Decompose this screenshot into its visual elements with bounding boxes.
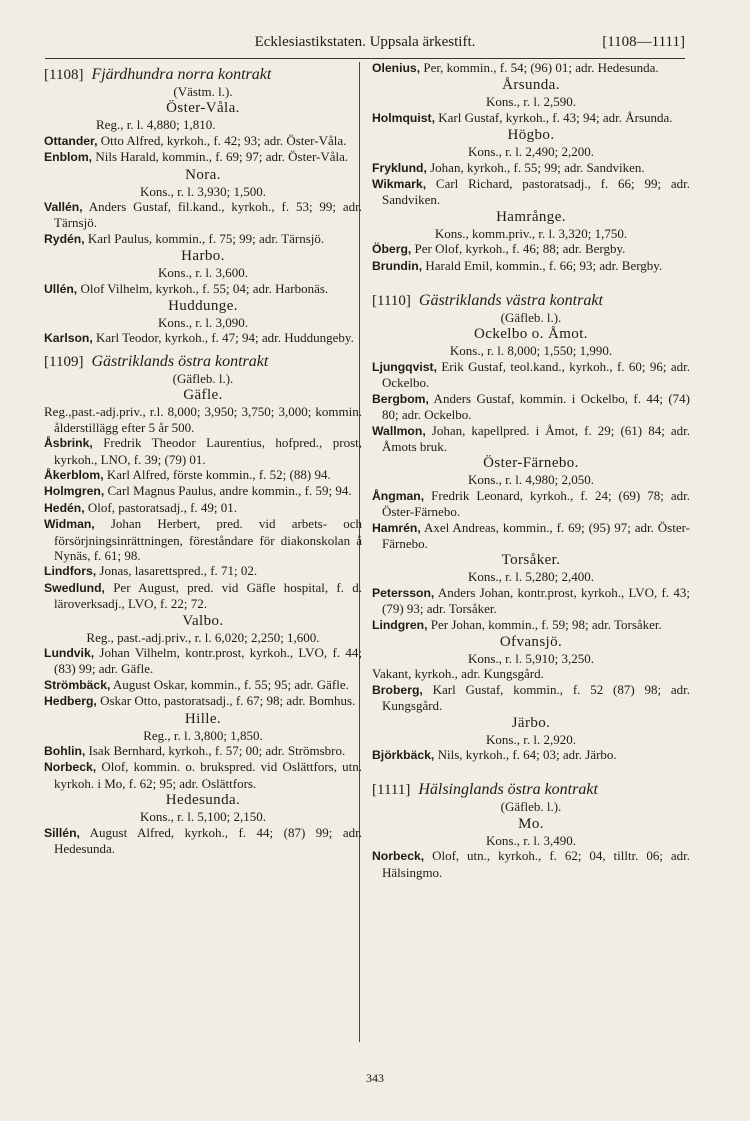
clergy-name: Åkerblom, [44, 467, 104, 482]
clergy-name: Olenius, [372, 61, 421, 75]
clergy-name: Fryklund, [372, 160, 427, 175]
clergy-entry [44, 516, 362, 563]
parish-name: Mo. [518, 815, 544, 832]
clergy-name: Rydén, [44, 231, 85, 246]
parish-stats: Reg., r. l. 4,880; 1,810. [96, 117, 216, 133]
parish-name: Valbo. [182, 612, 224, 629]
clergy-details: Harald Emil, kommin., f. 66; 93; adr. Bergby. [422, 257, 663, 273]
clergy-name: Broberg, [372, 682, 423, 697]
clergy-entry [372, 241, 690, 257]
clergy-name: Hedén, [44, 500, 85, 515]
clergy-name: Hedberg, [44, 694, 97, 709]
clergy-name: Öberg, [372, 242, 412, 257]
clergy-details: Karl Paulus, kommin., f. 75; 99; adr. Tärnsjö. [84, 230, 325, 246]
left-column [44, 60, 362, 856]
parish-stats: Kons., r. l. 3,090. [158, 315, 248, 331]
clergy-name: Holmquist, [372, 110, 435, 125]
clergy-entry [44, 133, 362, 149]
parish-name: Torsåker. [501, 552, 561, 569]
parish-stats: Kons., r. l. 8,000; 1,550; 1,990. [449, 343, 613, 359]
clergy-details: Otto Alfred, kyrkoh., f. 42; 93; adr. Öster-Våla. [97, 132, 347, 148]
clergy-entry [372, 747, 690, 763]
clergy-details: Karl Teodor, kyrkoh., f. 47; 94; adr. Huddungeby. [92, 330, 354, 346]
clergy-entry [372, 682, 690, 714]
clergy-details: Per, kommin., f. 54; (96) 01; adr. Hedesunda. [420, 60, 659, 75]
parish-stats: Kons., r. l. 3,490. [486, 832, 576, 848]
clergy-entry [372, 585, 690, 617]
section-number: [1108] [44, 67, 84, 83]
clergy-details: Johan Vilhelm, kontr.prost, kyrkoh., LVO, f. 44; (83) 99; adr. Gäfle. [54, 644, 362, 677]
clergy-entry [372, 160, 690, 176]
parish-name: Järbo. [511, 714, 551, 731]
running-header [45, 34, 685, 54]
clergy-entry [44, 435, 362, 467]
parish-name: Årsunda. [502, 77, 560, 94]
clergy-details: Johan, kyrkoh., f. 55; 99; adr. Sandviken. [426, 159, 645, 175]
clergy-entry [44, 199, 362, 231]
parish-name: Högbo. [507, 127, 555, 144]
parish-name: Öster-Våla. [166, 100, 240, 117]
clergy-details: Nils, kyrkoh., f. 64; 03; adr. Järbo. [434, 747, 617, 762]
clergy-entry [44, 563, 362, 579]
clergy-entry [44, 231, 362, 247]
section-heading [44, 66, 362, 84]
section-heading [372, 292, 690, 310]
clergy-entry [44, 467, 362, 483]
parish-stats: Kons., r. l. 5,910; 3,250. [467, 650, 595, 666]
clergy-name: Enblom, [44, 150, 93, 165]
clergy-details: August Oskar, kommin., f. 55; 95; adr. Gäfle. [110, 676, 349, 692]
clergy-entry [372, 110, 690, 126]
parish-name: Ockelbo o. Åmot. [474, 326, 588, 343]
clergy-entry [44, 677, 362, 693]
clergy-entry [44, 500, 362, 516]
clergy-entry [372, 423, 690, 455]
clergy-entry [372, 176, 690, 208]
clergy-details: Karl Gustaf, kommin., f. 52 (87) 98; adr. Kungsgård. [382, 681, 690, 714]
clergy-details: Johan, kapellpred. i Åmot, f. 29; (61) 84; adr. Åmots bruk. [382, 422, 690, 454]
parish-stats: Reg., past.-adj.priv., r. l. 6,020; 2,250; 1,600. [86, 629, 320, 645]
section-region: (Västm. l.). [173, 84, 233, 99]
parish-name: Nora. [185, 166, 221, 183]
clergy-name: Lundvik, [44, 645, 95, 660]
running-header-title: Ecklesiastikstaten. Uppsala ärkestift. [254, 34, 476, 50]
parish-name: Harbo. [181, 248, 225, 265]
section-heading [372, 781, 690, 799]
clergy-details: Axel Andreas, kommin., f. 69; (95) 97; adr. Öster-Färnebo. [382, 519, 690, 551]
clergy-entry [372, 488, 690, 520]
clergy-details: Johan Herbert, pred. vid arbets- och försörjningsinrättningen, föreståndare för diakonskolan å Nynäs, f. 61; 98. [54, 516, 362, 563]
clergy-name: Petersson, [372, 585, 435, 600]
clergy-name: Hamrén, [372, 520, 421, 535]
parish-name: Öster-Färnebo. [483, 455, 579, 472]
clergy-entry [372, 391, 690, 423]
parish-stats: Kons., r. l. 2,590. [486, 94, 576, 110]
parish-stats: Reg., r. l. 3,800; 1,850. [143, 727, 263, 743]
page-number: 343 [366, 1071, 384, 1085]
clergy-details: Olof Vilhelm, kyrkoh., f. 55; 04; adr. Harbonäs. [77, 280, 329, 296]
clergy-entry [372, 617, 690, 633]
clergy-details: Vakant, kyrkoh., adr. Kungsgård. [372, 666, 544, 682]
clergy-name: Ångman, [372, 488, 425, 503]
section-number: [1109] [44, 353, 84, 370]
clergy-details: Fredrik Leonard, kyrkoh., f. 24; (69) 78; adr. Öster-Färnebo. [382, 487, 690, 520]
section-region: (Gäfleb. l.). [500, 799, 562, 815]
parish-stats: Kons., r. l. 5,280; 2,400. [467, 569, 595, 585]
clergy-name: Björkbäck, [372, 748, 435, 762]
clergy-entry [44, 404, 362, 435]
section-number: [1111] [372, 782, 411, 799]
clergy-entry [44, 743, 362, 759]
clergy-name: Norbeck, [44, 760, 97, 775]
clergy-details: August Alfred, kyrkoh., f. 44; (87) 99; adr. Hedesunda. [54, 824, 362, 857]
clergy-entry [372, 848, 690, 880]
parish-stats: Kons., r. l. 2,920. [486, 731, 576, 747]
section-spacer [372, 274, 690, 286]
parish-stats: Kons., r. l. 3,600. [158, 265, 248, 281]
clergy-name: Widman, [44, 517, 95, 532]
clergy-entry [44, 580, 362, 612]
section-region: (Gäfleb. l.). [172, 370, 234, 386]
clergy-details: Karl Gustaf, kyrkoh., f. 43; 94; adr. Årsunda. [434, 109, 673, 125]
clergy-name: Karlson, [44, 331, 93, 346]
parish-name: Gäfle. [183, 387, 223, 404]
section-heading [44, 353, 362, 371]
clergy-name: Ottander, [44, 133, 98, 148]
parish-name: Hille. [184, 710, 222, 727]
section-title: Hälsinglands östra kontrakt [418, 781, 598, 799]
clergy-details: Olof, kommin. o. brukspred. vid Oslättfors, utn. kyrkoh. i Mo, f. 62; 95; adr. Oslättfors. [54, 759, 362, 791]
section-title: Fjärdhundra norra kontrakt [91, 66, 272, 83]
parish-stats: Kons., r. l. 2,490; 2,200. [467, 144, 595, 160]
clergy-details: Olof, pastoratsadj., f. 49; 01. [84, 499, 238, 515]
right-column [372, 60, 690, 880]
clergy-details: Anders Gustaf, kommin. i Ockelbo, f. 44; (74) 80; adr. Ockelbo. [382, 390, 690, 423]
clergy-details: Per Johan, kommin., f. 59; 98; adr. Torsåker. [427, 616, 662, 632]
clergy-name: Ljungqvist, [372, 359, 437, 374]
clergy-details: Per Olof, kyrkoh., f. 46; 88; adr. Bergby. [411, 241, 626, 257]
parish-name: Hamrånge. [496, 208, 566, 225]
clergy-details: Carl Magnus Paulus, andre kommin., f. 59; 94. [104, 483, 352, 499]
clergy-entry [44, 149, 362, 165]
clergy-name: Lindgren, [372, 617, 428, 632]
clergy-entry [372, 258, 690, 274]
parish-stats: Kons., komm.priv., r. l. 3,320; 1,750. [434, 225, 628, 241]
section-spacer [372, 763, 690, 775]
clergy-details: Fredrik Theodor Laurentius, hofpred., prost, kyrkoh., LNO, f. 39; (79) 01. [54, 435, 362, 467]
clergy-name: Sillén, [44, 825, 80, 840]
clergy-details: Reg.,past.-adj.priv., r.l. 8,000; 3,950; 3,750; 3,000; kommin. ålderstillägg efter 5 år 500. [44, 404, 362, 435]
clergy-details: Anders Gustaf, fil.kand., kyrkoh., f. 53; 99; adr. Tärnsjö. [54, 199, 362, 231]
clergy-name: Ullén, [44, 281, 78, 296]
clergy-name: Bohlin, [44, 744, 86, 758]
parish-stats: Kons., r. l. 5,100; 2,150. [139, 809, 267, 825]
clergy-details: Jonas, lasarettspred., f. 71; 02. [96, 563, 258, 579]
clergy-details: Isak Bernhard, kyrkoh., f. 57; 00; adr. Strömsbro. [85, 743, 346, 758]
clergy-name: Wikmark, [372, 177, 427, 192]
clergy-entry [44, 483, 362, 499]
clergy-details: Erik Gustaf, teol.kand., kyrkoh., f. 60; 96; adr. Ockelbo. [382, 358, 690, 391]
clergy-details: Karl Alfred, förste kommin., f. 52; (88) 94. [103, 466, 331, 482]
clergy-name: Bergbom, [372, 391, 429, 406]
clergy-details: Carl Richard, pastoratsadj., f. 66; 99; adr. Sandviken. [382, 176, 690, 208]
parish-stats: Kons., r. l. 3,930; 1,500. [139, 183, 267, 199]
clergy-name: Brundin, [372, 258, 423, 273]
clergy-entry [44, 330, 362, 346]
parish-name: Ofvansjö. [499, 633, 563, 650]
clergy-name: Strömbäck, [44, 677, 111, 692]
clergy-details: Olof, utn., kyrkoh., f. 62; 04, tilltr. 06; adr. Hälsingmo. [382, 848, 690, 880]
clergy-details: Oskar Otto, pastoratsadj., f. 67; 98; adr. Bomhus. [96, 693, 356, 709]
parish-name: Huddunge. [168, 298, 238, 315]
header-rule [45, 58, 685, 59]
clergy-entry [44, 759, 362, 791]
clergy-name: Vallén, [44, 200, 83, 215]
clergy-name: Norbeck, [372, 849, 425, 864]
clergy-entry [372, 60, 690, 76]
clergy-entry [44, 645, 362, 677]
clergy-entry [44, 825, 362, 857]
clergy-entry [372, 666, 690, 681]
clergy-details: Per August, pred. vid Gäfle hospital, f. d. läroverksadj., LVO, f. 22; 72. [54, 579, 362, 612]
clergy-name: Swedlund, [44, 580, 105, 595]
clergy-name: Lindfors, [44, 564, 97, 579]
parish-stats: Kons., r. l. 4,980; 2,050. [467, 472, 595, 488]
clergy-name: Holmgren, [44, 484, 105, 499]
clergy-name: Wallmon, [372, 423, 426, 438]
parish-name: Hedesunda. [165, 792, 241, 809]
section-title: Gästriklands västra kontrakt [418, 292, 603, 310]
clergy-entry [44, 693, 362, 709]
clergy-entry [372, 520, 690, 552]
clergy-details: Anders Johan, kontr.prost, kyrkoh., LVO, f. 43; (79) 93; adr. Torsåker. [382, 584, 690, 617]
section-region: (Gäfleb. l.). [500, 310, 562, 326]
clergy-name: Åsbrink, [44, 436, 93, 451]
clergy-entry [372, 359, 690, 391]
clergy-details: Nils Harald, kommin., f. 69; 97; adr. Öster-Våla. [92, 149, 349, 165]
section-title: Gästriklands östra kontrakt [91, 352, 269, 370]
section-number: [1110] [372, 293, 411, 310]
clergy-entry [44, 281, 362, 297]
running-header-range: [1108—1111] [602, 34, 685, 50]
